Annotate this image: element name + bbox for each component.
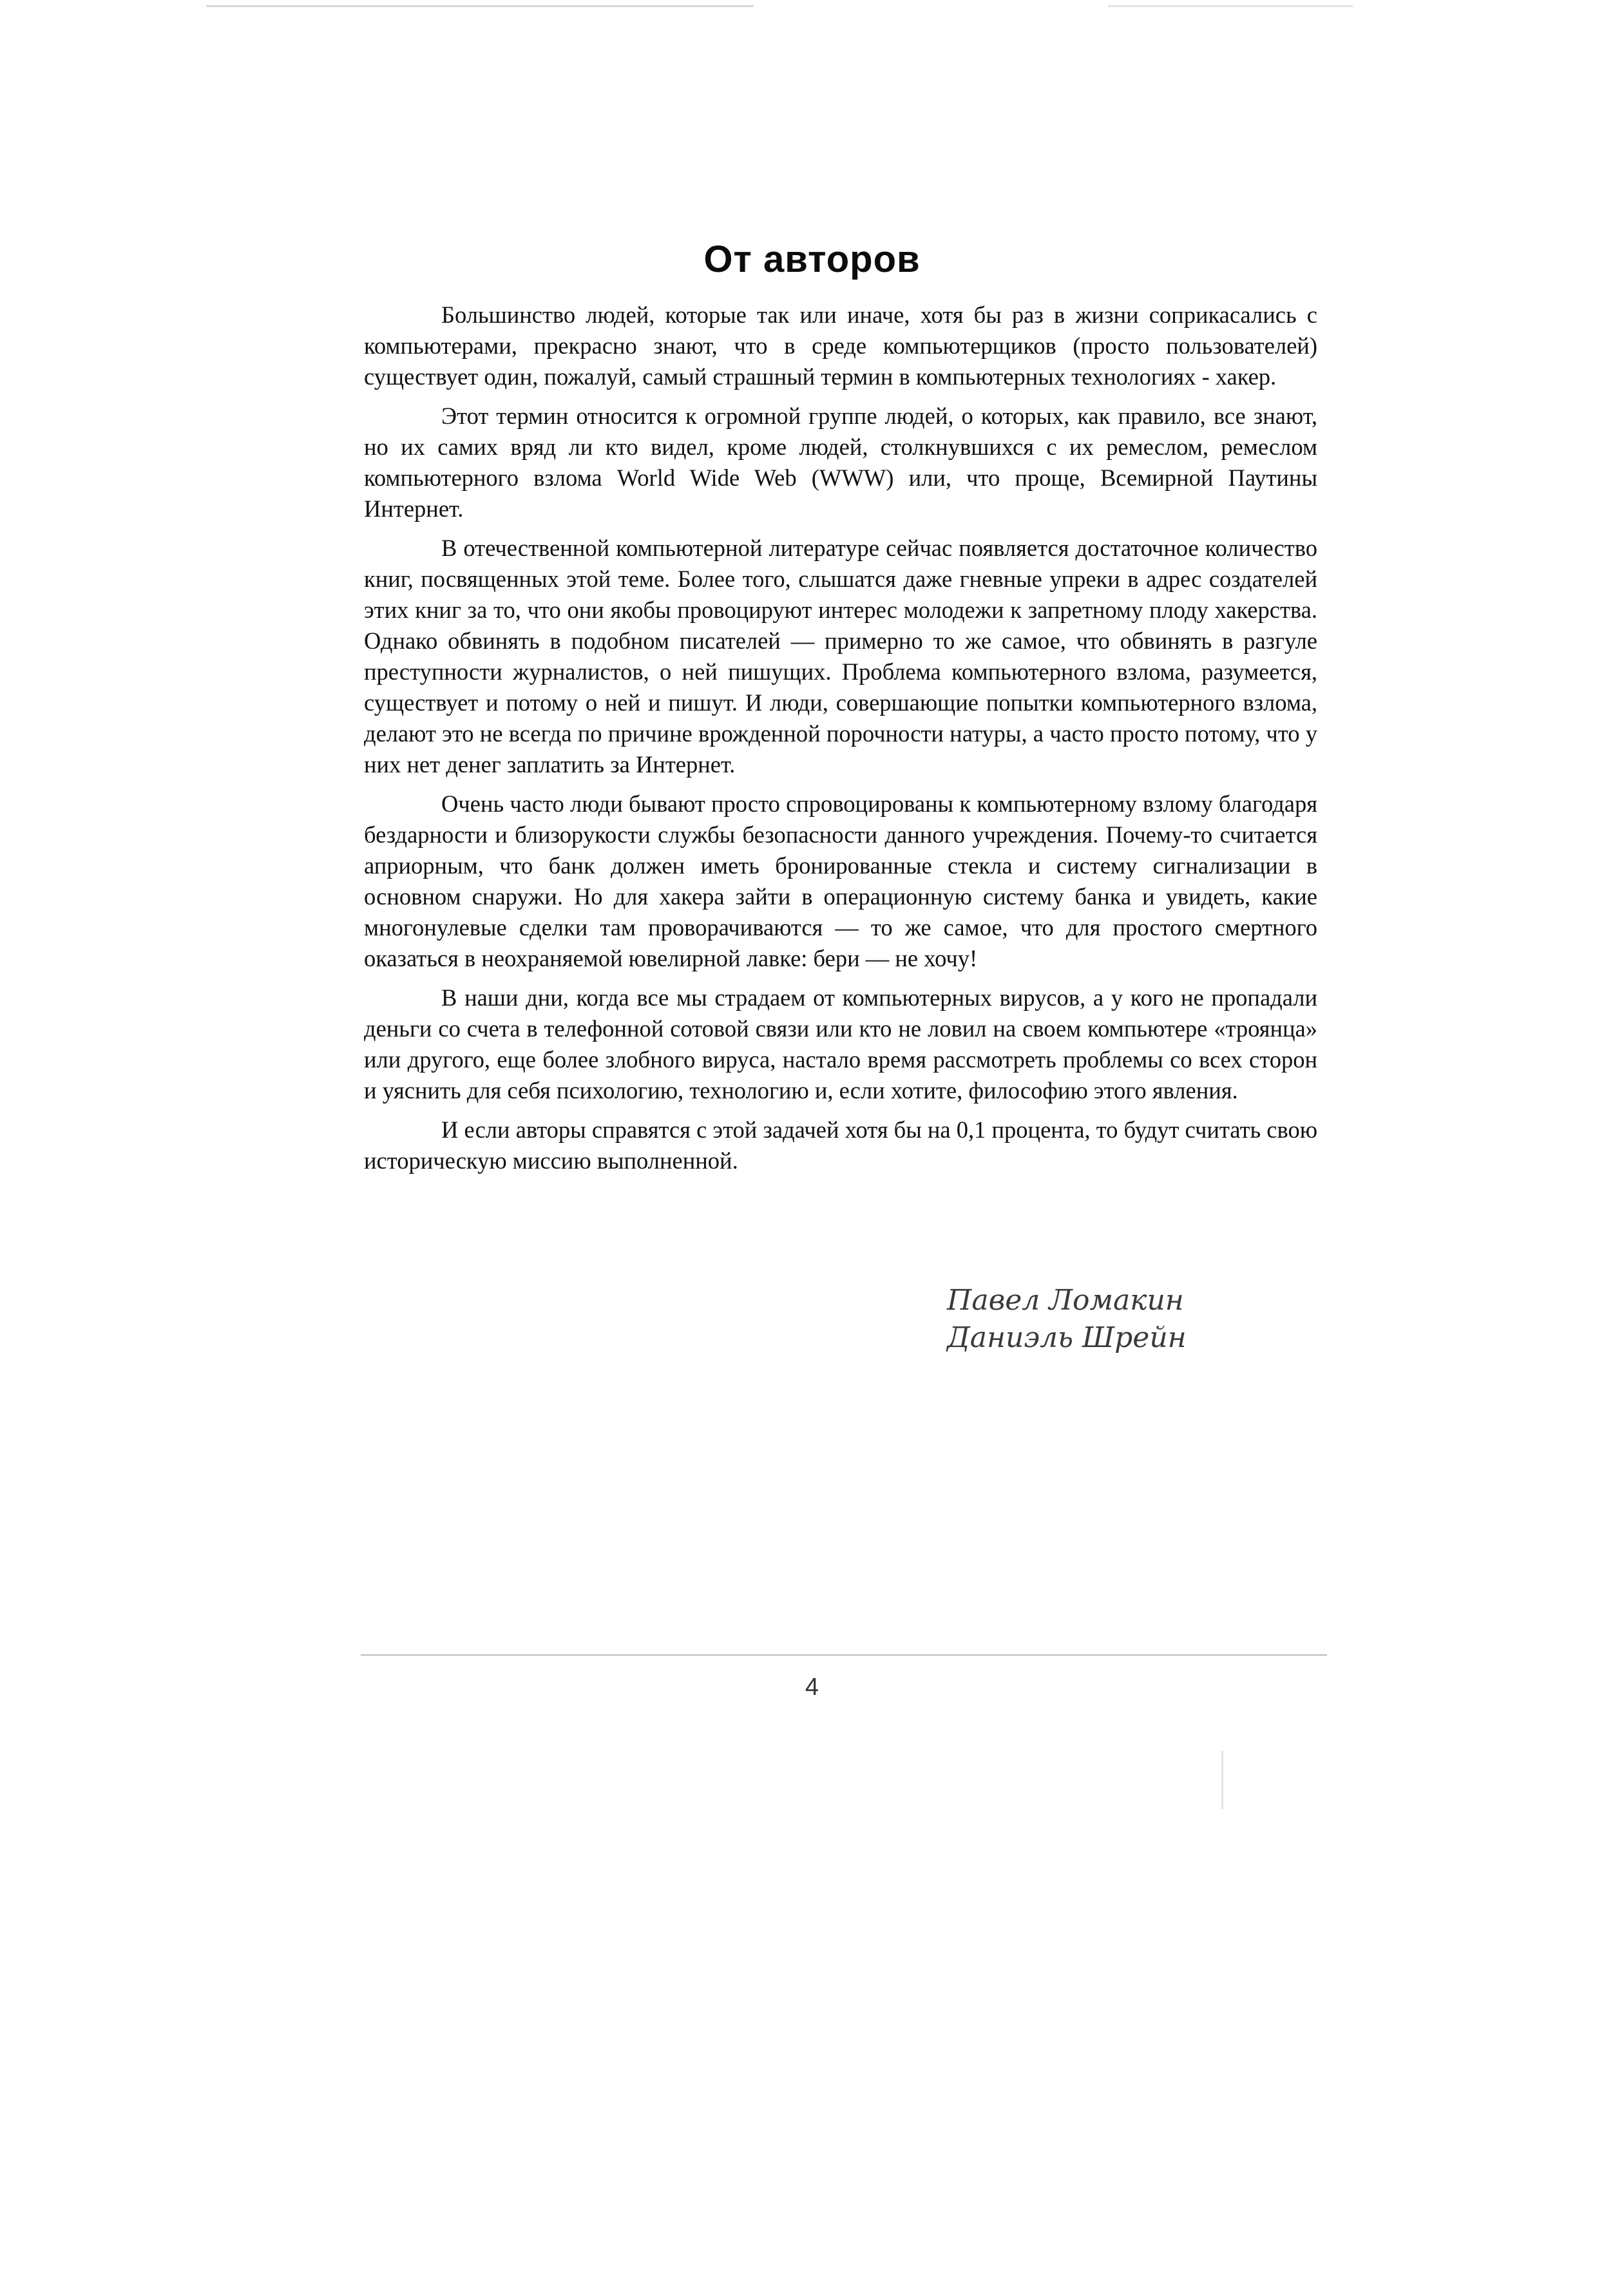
signature-author-2: Даниэль Шрейн [947,1321,1187,1354]
paragraph: В отечественной компьютерной литературе сейчас появляется достаточное количество книг, посвященных этой теме. Более того, слышатся даже гневные упреки в адрес создателей этих книг за то, что они якобы провоцируют интерес молодежи к запретному плоду хакерства. Однако обвинять в подобном писателей — примерно то же самое, что обвинять в разгуле преступности журналистов, о ней пишущих. Проблема компьютерного взлома, разумеется, существует и потому о ней и пишут. И люди, совершающие попытки компьютерного взлома, делают это не всегда по причине врожденной порочности натуры, а часто просто потому, что у них нет денег заплатить за Интернет. [364,535,1317,778]
page-title: От авторов [703,238,921,280]
paragraph: Очень часто люди бывают просто спровоцированы к компьютерному взлому благодаря бездарности и близорукости службы безопасности данного учреждения. Почему-то считается априорным, что банк должен иметь бронированные стекла и систему сигнализации в основном снаружи. Но для хакера зайти в операционную систему банка и увидеть, какие многонулевые сделки там проворачиваются — то же самое, что для простого смертного оказаться в неохраняемой ювелирной лавке: бери — не хочу! [364,790,1317,971]
signature-author-1: Павел Ломакин [947,1284,1184,1317]
signature [947,1282,1269,1357]
footer-divider [361,1654,1327,1656]
scan-mark [1221,1751,1223,1809]
scan-edge-line [1108,5,1353,7]
page-number: 4 [805,1674,819,1701]
paragraph: В наши дни, когда все мы страдаем от компьютерных вирусов, а у кого не пропадали деньги со счета в телефонной сотовой связи или кто не ловил на своем компьютере «троянца» или другого, еще более злобного вируса, настало время рассмотреть проблемы со всех сторон и уяснить для себя психологию, технологию и, если хотите, философию этого явления. [364,984,1317,1104]
paragraph: Большинство людей, которые так или иначе, хотя бы раз в жизни соприкасались с компьютерами, прекрасно знают, что в среде компьютерщиков (просто пользователей) существует один, пожалуй, самый страшный термин в компьютерных технологиях - хакер. [364,301,1317,390]
paragraph: И если авторы справятся с этой задачей хотя бы на 0,1 процента, то будут считать свою историческую миссию выполненной. [364,1116,1317,1174]
paragraph: Этот термин относится к огромной группе людей, о которых, как правило, все знают, но их самих вряд ли кто видел, кроме людей, столкнувшихся с их ремеслом, ремеслом компьютерного взлома World Wide Web (WWW) или, что проще, Всемирной Паутины Интернет. [364,403,1317,522]
body-text [364,300,1317,1185]
scan-edge-line [206,5,754,7]
